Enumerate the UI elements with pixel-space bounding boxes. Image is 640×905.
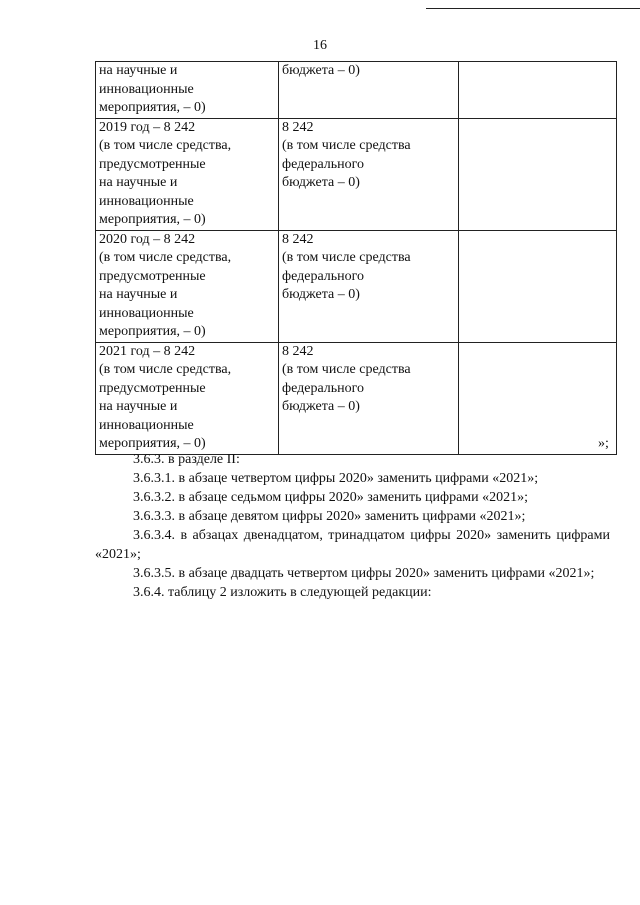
table-cell-3	[459, 230, 617, 342]
cell-text-line: инновационные	[99, 417, 194, 433]
page-number: 16	[313, 38, 327, 53]
cell-text-line: мероприятия, – 0)	[99, 324, 206, 339]
cell-text-line: 8 242	[282, 231, 314, 247]
cell-text-line: предусмотренные	[99, 380, 206, 396]
table-cell-3	[459, 342, 617, 454]
cell-text-line: предусмотренные	[99, 156, 206, 172]
cell-text-line: федерального	[282, 380, 365, 396]
cell-text-line: мероприятия, – 0)	[99, 100, 206, 115]
amendment-paragraph: 3.6.4. таблицу 2 изложить в следующей редакции:	[133, 585, 432, 600]
table-cell-1	[96, 230, 279, 342]
amendment-paragraph: 3.6.3.1. в абзаце четвертом цифры 2020» заменить цифрами «2021»;	[133, 471, 539, 486]
amendment-paragraph: 3.6.3.5. в абзаце двадцать четвертом цифры 2020» заменить цифрами «2021»;	[133, 566, 595, 581]
budget-table	[95, 61, 617, 455]
cell-text-line: (в том числе средства	[282, 250, 411, 265]
cell-text-line: бюджета – 0)	[282, 175, 360, 190]
table-cell-2	[279, 118, 459, 230]
amendment-paragraph: 3.6.3. в разделе II:	[133, 452, 240, 467]
cell-text-line: (в том числе средства,	[99, 138, 232, 153]
cell-text-line: на научные и	[99, 287, 178, 302]
closing-quote-mark: »;	[598, 436, 609, 451]
cell-text-line: мероприятия, – 0)	[99, 436, 206, 451]
table-cell-1	[96, 62, 279, 119]
table-cell-3	[459, 62, 617, 119]
cell-text-line: предусмотренные	[99, 268, 206, 284]
cell-text-line: инновационные	[99, 81, 194, 97]
table-cell-3	[459, 118, 617, 230]
header-rule	[426, 8, 640, 9]
table-row	[96, 342, 617, 454]
cell-text-line: бюджета – 0)	[282, 63, 360, 78]
cell-text-line: 2021 год – 8 242	[99, 343, 196, 359]
cell-text-line: на научные и	[99, 399, 178, 414]
cell-text-line: бюджета – 0)	[282, 287, 360, 302]
cell-text-line: инновационные	[99, 305, 194, 321]
table-cell-2	[279, 62, 459, 119]
cell-text-line: на научные и	[99, 175, 178, 190]
table-row	[96, 230, 617, 342]
table-row	[96, 62, 617, 119]
table-cell-2	[279, 342, 459, 454]
table-cell-1	[96, 342, 279, 454]
cell-text-line: (в том числе средства	[282, 362, 411, 377]
cell-text-line: (в том числе средства,	[99, 250, 232, 265]
cell-text-line: инновационные	[99, 193, 194, 209]
amendment-paragraph: 3.6.3.2. в абзаце седьмом цифры 2020» заменить цифрами «2021»;	[133, 490, 529, 505]
cell-text-line: (в том числе средства	[282, 138, 411, 153]
amendment-paragraphs	[95, 450, 610, 602]
cell-text-line: 2020 год – 8 242	[99, 231, 196, 247]
cell-text-line: на научные и	[99, 63, 178, 78]
cell-text-line: федерального	[282, 268, 365, 284]
cell-text-line: федерального	[282, 156, 365, 172]
cell-text-line: 8 242	[282, 343, 314, 359]
cell-text-line: мероприятия, – 0)	[99, 212, 206, 227]
amendment-paragraph: 3.6.3.4. в абзацах двенадцатом, тринадцатом цифры 2020» заменить цифрами «2021»;	[95, 528, 610, 562]
amendment-paragraph: 3.6.3.3. в абзаце девятом цифры 2020» заменить цифрами «2021»;	[133, 509, 526, 524]
cell-text-line: бюджета – 0)	[282, 399, 360, 414]
table-cell-2	[279, 230, 459, 342]
cell-text-line: 2019 год – 8 242	[99, 119, 196, 135]
table-row	[96, 118, 617, 230]
budget-table-body	[96, 62, 617, 455]
cell-text-line: (в том числе средства,	[99, 362, 232, 377]
cell-text-line: 8 242	[282, 119, 314, 135]
table-cell-1	[96, 118, 279, 230]
